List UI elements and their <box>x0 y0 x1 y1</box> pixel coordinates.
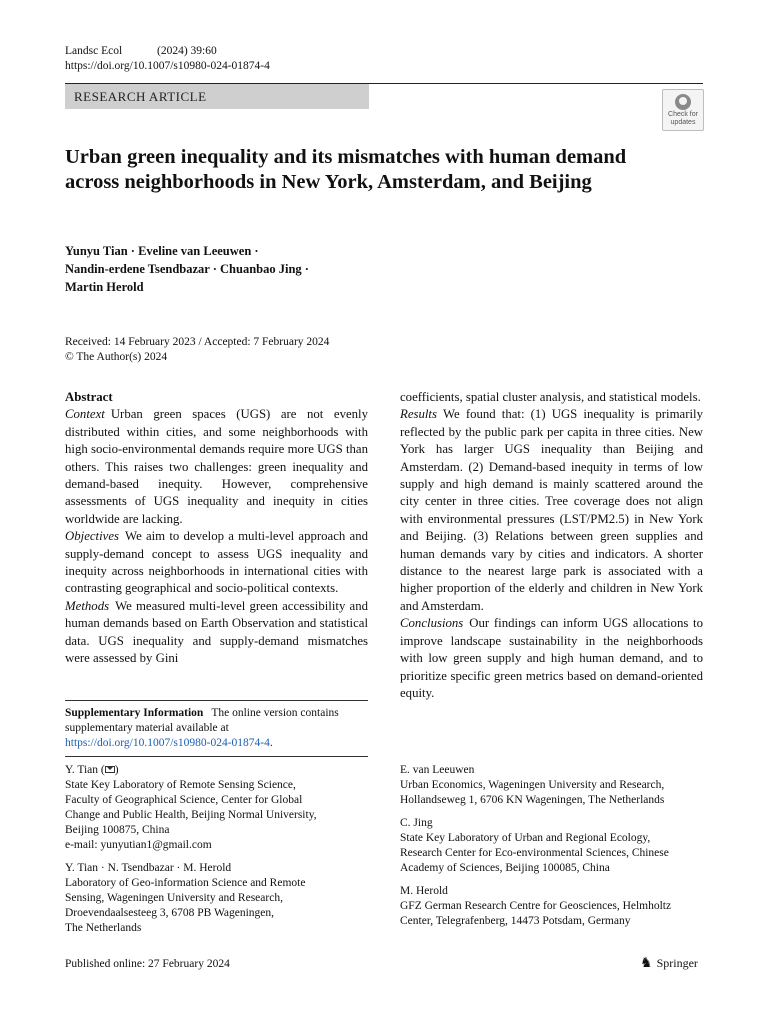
affiliation-name-text: Y. Tian ( <box>65 764 105 776</box>
affiliation-name: M. Herold <box>400 885 448 897</box>
context-label: Context <box>65 407 105 422</box>
affiliation-line: Research Center for Eco-environmental Sciences, Chinese <box>400 847 669 859</box>
methods-text: We measured multi-level green accessibility and human demands based on Earth Observation and statistical data. UGS inequality and supply-demand mismatches were assessed by Gini <box>65 598 368 666</box>
affiliation-name <box>65 763 368 778</box>
affiliation-block <box>400 763 703 808</box>
abstract-context <box>65 406 368 528</box>
affiliation-line: Droevendaalsesteeg 3, 6708 PB Wageningen, <box>65 907 275 919</box>
corresponding-email[interactable]: e-mail: yunyutian1@gmail.com <box>65 839 212 851</box>
affiliations-right <box>400 763 703 937</box>
abstract-heading: Abstract <box>65 390 113 404</box>
supplementary-link[interactable]: https://doi.org/10.1007/s10980-024-01874-4 <box>65 737 270 749</box>
publisher-logo <box>640 955 698 972</box>
affiliation-line: The Netherlands <box>65 922 142 934</box>
affiliation-block <box>400 884 703 929</box>
supplementary-end: . <box>269 737 273 749</box>
methods-label: Methods <box>65 598 110 613</box>
supplementary-rule <box>65 700 368 701</box>
methods-continued: coefficients, spatial cluster analysis, and statistical models. <box>400 390 701 404</box>
abstract-methods <box>65 598 368 668</box>
affiliation-line: Change and Public Health, Beijing Normal University, <box>65 809 317 821</box>
article-title: Urban green inequality and its mismatches with human demand across neighborhoods in New York, Amsterdam, and Beijing <box>65 146 627 193</box>
supplementary-text: The online version contains supplementary material available at <box>65 707 339 734</box>
objectives-label: Objectives <box>65 529 120 544</box>
springer-horse-icon: ♞ <box>640 956 653 971</box>
author-list <box>65 242 395 296</box>
affiliation-line: Beijing 100875, China <box>65 824 170 836</box>
affiliation-line: GFZ German Research Centre for Geosciences, Helmholtz <box>400 900 672 912</box>
affiliation-line: Center, Telegrafenberg, 14473 Potsdam, Germany <box>400 915 631 927</box>
affiliation-line: Sensing, Wageningen University and Research, <box>65 892 283 904</box>
authors-line-2: Nandin-erdene Tsendbazar · Chuanbao Jing · <box>65 262 309 276</box>
affiliation-line: State Key Laboratory of Urban and Regional Ecology, <box>400 832 651 844</box>
context-text: Urban green spaces (UGS) are not evenly distributed within cities, and some neighborhoods with high socio-environmental demands require more UGS than others. This raises two challenges: green inequality and demand-based inequity. However, comprehensive assessments of UGS inequality and inequity in cities worldwide are lacking. <box>65 407 368 526</box>
check-for-updates-badge[interactable] <box>662 89 704 131</box>
conclusions-text: Our findings can inform UGS allocations to improve landscape sustainability in the neighborhoods with low green supply and high human demand, and to prioritize specific green metrics based on demand-oriented equity. <box>400 616 703 700</box>
supplementary-information <box>65 706 368 751</box>
affiliation-name-end: ) <box>114 764 119 776</box>
check-updates-line1: Check for <box>668 111 698 118</box>
affiliation-line: Urban Economics, Wageningen University and Research, <box>400 779 665 791</box>
affiliation-block <box>400 816 703 876</box>
journal-volume: (2024) 39:60 <box>157 45 217 57</box>
journal-name: Landsc Ecol <box>65 45 123 57</box>
affiliation-line: Laboratory of Geo-information Science and Remote <box>65 877 306 889</box>
affiliation-line: Faculty of Geographical Science, Center for Global <box>65 794 303 806</box>
article-type-banner: RESEARCH ARTICLE <box>65 84 369 109</box>
affiliation-line: Hollandseweg 1, 6706 KN Wageningen, The Netherlands <box>400 794 665 806</box>
supplementary-heading: Supplementary Information <box>65 707 204 719</box>
article-dates <box>65 335 329 365</box>
journal-header <box>65 44 270 74</box>
copyright: © The Author(s) 2024 <box>65 351 168 363</box>
affiliations-rule <box>65 756 368 757</box>
affiliation-block <box>65 861 368 936</box>
received-accepted: Received: 14 February 2023 / Accepted: 7 February 2024 <box>65 336 330 348</box>
objectives-text: We aim to develop a multi-level approach and supply-demand concept to assess UGS inequality and inequity across neighborhoods in international cities with contrasting geographical and socio-political contexts. <box>65 529 368 596</box>
results-label: Results <box>400 407 437 422</box>
affiliation-name: Y. Tian · N. Tsendbazar · M. Herold <box>65 862 232 874</box>
conclusions-label: Conclusions <box>400 616 464 631</box>
affiliation-block <box>65 763 368 853</box>
authors-line-3: Martin Herold <box>65 280 144 294</box>
results-text: We found that: (1) UGS inequality is primarily reflected by the public park per capita in three cities. New York has larger UGS inequality than Beijing and Amsterdam. (2) Demand-based inequity in terms of low supply and high demand is mainly scattered around the city center in three cities. Tree coverage does not align with environmental pressures (LST/PM2.5) in New York and Beijing. (3) Relations between green supplies and human demands vary by cities and indicators. A shorter distance to the nearest large park is associated with a higher proportion of the elderly and children in New York and Amsterdam. <box>400 407 703 613</box>
publisher-name: Springer <box>656 956 698 970</box>
affiliation-name: C. Jing <box>400 817 433 829</box>
check-updates-line2: updates <box>670 119 696 126</box>
article-doi[interactable]: https://doi.org/10.1007/s10980-024-01874-4 <box>65 60 270 72</box>
published-online: Published online: 27 February 2024 <box>65 958 230 970</box>
abstract-conclusions <box>400 615 703 702</box>
check-updates-icon <box>675 94 691 110</box>
affiliation-name: E. van Leeuwen <box>400 764 475 776</box>
authors-line-1: Yunyu Tian · Eveline van Leeuwen · <box>65 244 259 258</box>
affiliation-line: State Key Laboratory of Remote Sensing Science, <box>65 779 296 791</box>
affiliations-left <box>65 763 368 944</box>
abstract-results <box>400 406 703 615</box>
abstract-objectives <box>65 528 368 598</box>
affiliation-line: Academy of Sciences, Beijing 100085, China <box>400 862 610 874</box>
envelope-icon[interactable] <box>105 766 115 773</box>
abstract-left-column <box>65 389 368 668</box>
abstract-right-column <box>400 389 703 702</box>
